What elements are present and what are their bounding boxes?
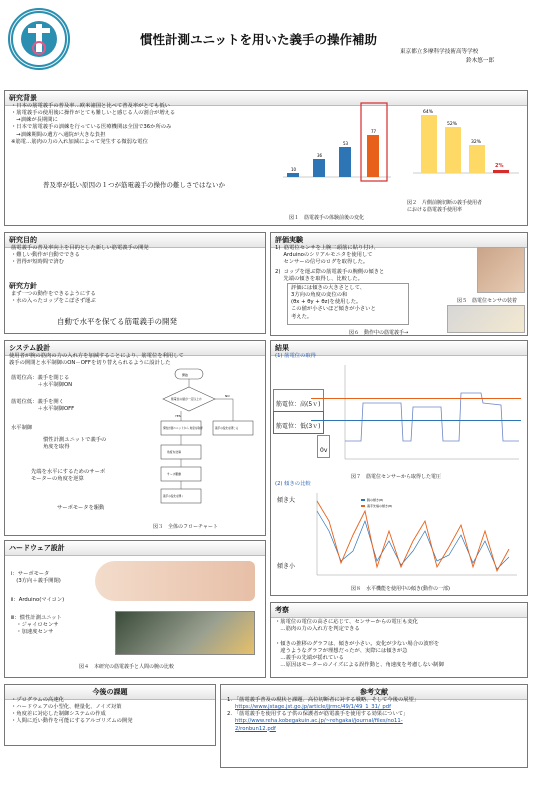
fig1-bar xyxy=(287,173,299,177)
hardware-item: ⅱ：Arduino(マイコン) xyxy=(11,597,65,603)
fig1-data-label: 77 xyxy=(371,129,377,134)
formula-line: この値が小さいほど傾きが小さいと xyxy=(291,306,376,313)
fig2-bar xyxy=(445,127,461,173)
fig8-arm-line xyxy=(317,511,509,569)
fig2-bar xyxy=(469,145,485,173)
fig2-caption: 図２ 片側前腕切断の義手使用者 における筋電義手使用率 xyxy=(407,200,483,213)
system-line: 先端を水平にするためのサーボ モーターの角度を逆算 xyxy=(31,469,106,483)
fig1-caption: 図１ 筋電義手の体験前後の変化 xyxy=(289,215,365,221)
result-sub2: (2) 傾きの比較 xyxy=(275,481,311,487)
system-line: 慣性計測ユニットで義手の 角度を取得 xyxy=(43,437,107,451)
policy-line: ・水の入ったコップをこぼさず運ぶ xyxy=(11,298,96,305)
future-panel xyxy=(4,684,216,746)
result-sub1: (1) 筋電位の取得 xyxy=(275,353,316,359)
purpose-line: ・習得が短時間で済む xyxy=(11,259,64,266)
formula-box xyxy=(287,283,409,325)
flow-label: 慣性計測ユニットから 角度を取得 xyxy=(163,427,203,430)
school-emblem-icon xyxy=(10,10,68,68)
fig2-bar xyxy=(421,115,437,173)
background-title: 研究背景 xyxy=(5,91,527,106)
fig1-bar xyxy=(313,159,325,177)
future-item: ・角度差に対応した制御システムの作成 xyxy=(11,711,106,718)
formula-line: 評価には傾きの大きさとして、 xyxy=(291,285,366,291)
discussion-item: ・傾きの推移のグラフは、傾きが小さい。変化が少ない場合の波形を 違うようなグラフが理想だったが、実際には傾きが急 …義手の先端が揺れている …原因はモーターのノイズによる誤作動と、角速度を考慮しない制御 xyxy=(275,641,444,669)
fig5-caption: 図５ 筋電位センサの装着 xyxy=(457,298,518,304)
fig8-tilt-chart xyxy=(311,491,521,583)
author-name: 鈴木悠一郎 xyxy=(466,58,494,64)
fig8-legend: 腕の傾き(θ) xyxy=(367,498,384,502)
school-name: 東京都立多摩科学技術高等学校 xyxy=(400,49,479,55)
future-item: ・プログラムの高速化 xyxy=(11,697,64,703)
flow-label: 開始 xyxy=(182,373,189,377)
system-line: 筋電位低：義手を開く xyxy=(11,399,64,405)
fig8-legend: 義手先端の傾き(θ) xyxy=(367,504,393,508)
purpose-line: ・難しい動作が自動でできる xyxy=(11,252,80,259)
tilt-small-label: 傾き小 xyxy=(277,563,296,570)
system-line: 筋電位高：義手を閉じる xyxy=(11,375,70,381)
fig2-bar-chart xyxy=(409,95,521,181)
hardware-panel xyxy=(4,540,266,678)
flow-label: 義手の指先を閉じる xyxy=(215,427,239,430)
background-item: ・日本の筋電義手の普及率…欧米諸国と比べて普及率がとても低い xyxy=(11,103,170,109)
purpose-title: 研究目的 xyxy=(5,233,265,248)
purpose-emphasis: 自動で水平を保てる筋電義手の開発 xyxy=(57,317,177,326)
poster-title: 慣性計測ユニットを用いた義手の操作補助 xyxy=(140,32,378,47)
background-panel xyxy=(4,90,528,226)
zero-label: 0v xyxy=(317,435,330,458)
fig2-bar xyxy=(493,170,509,173)
evaluation-title: 評価実験 xyxy=(271,233,527,248)
reference-item: 1. 「筋電義手普及の現状と課題、高位切断者に対する戦略、そして今後の展望」 xyxy=(227,697,420,703)
system-line: 水平制御 xyxy=(11,425,33,431)
system-intro: 使用者が腕の筋肉の力の入れ方を加減することにより、筋電位を利用して 義手の開閉と水平制御のON－OFFを切り替えられるように設計した xyxy=(9,353,184,367)
background-item: ・日本で筋電義手の訓練を行っている医療機関は全国で36か所のみ xyxy=(11,124,172,131)
fig6-caption: 図６ 動作中の筋電義手→ xyxy=(349,330,409,336)
result-title: 結果 xyxy=(271,341,527,356)
fig2-data-label: 2% xyxy=(495,163,504,169)
references-panel xyxy=(220,684,528,768)
background-item: ※筋電…筋肉の力の入れ加減によって発生する微弱な電位 xyxy=(11,138,148,145)
future-title: 今後の課題 xyxy=(5,685,215,700)
fig8-tip-line xyxy=(317,501,509,571)
purpose-line: 筋電義手の普及率向上を目的とした新しい筋電義手の開発 xyxy=(11,245,149,251)
fig2-data-label: 32% xyxy=(471,140,482,145)
fig4-caption: 図４ 本研究の筋電義手と人間の腕の比較 xyxy=(79,664,175,670)
background-conclusion: 普及率が低い原因の１つが筋電義手の操作の難しさではないか xyxy=(43,181,225,189)
background-list xyxy=(11,103,175,146)
evaluation-step: 2) コップを運ぶ際の筋電義手の腕側の傾きと 先端の傾きを取得し、比較した。 xyxy=(275,269,385,283)
background-item: →訓練期間の遺方へ通院が大きな負担 xyxy=(11,131,106,138)
flow-label: 筋電位の値が一定以上か xyxy=(171,397,202,401)
hardware-item: ⅲ：慣性計測ユニット ・ジャイロセンサ ・加速度センサ xyxy=(11,615,62,636)
fig1-bar-chart xyxy=(273,95,393,183)
fig6-photo xyxy=(447,305,525,333)
system-panel xyxy=(4,340,266,536)
fig7-voltage-chart xyxy=(341,363,521,463)
fig1-bar xyxy=(367,135,379,177)
hardware-item: ⅰ：サーボモータ (3方向＋義手開閉) xyxy=(11,571,61,585)
system-line: ＋水平制御OFF xyxy=(11,406,75,413)
references-title: 参考文献 xyxy=(221,685,527,700)
formula-line: 考えた。 xyxy=(291,313,313,320)
flow-label: サーボ駆動 xyxy=(167,472,181,476)
purpose-panel xyxy=(4,232,266,334)
arm-illustration xyxy=(95,561,255,601)
reference-link[interactable]: https://www.jstage.jst.go.jp/article/jjrmc/49/1/49_1_31/_pdf xyxy=(235,704,391,711)
system-title: システム設計 xyxy=(5,341,265,356)
fig1-data-label: 10 xyxy=(291,167,297,172)
discussion-item: ・筋電位の電位の高さに応じて、センサーからの電圧も変化 …筋肉の力の入れ方を判定できる xyxy=(275,619,418,633)
reference-item: 2. 「筋電義手を使用する子供の保護者が筋電義手を使用する効果について」 xyxy=(227,711,409,718)
fig1-bar xyxy=(339,147,351,177)
fig1-data-label: 53 xyxy=(343,141,349,146)
background-item: →訓練が長期間に xyxy=(11,117,58,124)
formula-line: 3方向の角度の変位の和 xyxy=(291,292,348,299)
prosthetic-photo xyxy=(115,611,255,655)
evaluation-step: 1) 筋電位センサを上腕二頭筋に貼り付け、 Arduinoのシリアルモニタを使用して センサーの信号のログを取得した。 xyxy=(275,245,379,266)
fig3-caption: 図３ 全体のフローチャート xyxy=(153,524,218,530)
background-item: ・筋電義手の使用後に操作がとても難しいと感じる人の割合が増える xyxy=(11,110,176,117)
fig8-caption: 図８ 水平機能を使用中の傾き(動作の一部) xyxy=(351,586,450,592)
fig7-voltage-line xyxy=(345,393,519,441)
system-line: サーボモータを駆動 xyxy=(57,505,105,511)
hardware-title: ハードウェア設計 xyxy=(5,541,265,556)
tilt-big-label: 傾き大 xyxy=(277,497,296,504)
future-item: ・人間に近い動作を可能にするアルゴリズムの開発 xyxy=(11,718,133,725)
reference-link[interactable]: http://www.reha.kobegakuin.ac.jp/~rehgakai/journal/files/no11- xyxy=(235,718,403,725)
evaluation-panel xyxy=(270,232,528,336)
result-panel xyxy=(270,340,528,596)
low-label: 筋電位：低(3ｖ) xyxy=(273,411,324,434)
discussion-title: 考察 xyxy=(271,603,527,618)
fig2-data-label: 64% xyxy=(423,110,434,115)
logo xyxy=(8,8,70,70)
fig5-photo xyxy=(477,247,525,293)
future-item: ・ハードウェアの小型化、軽量化、ノイズ対策 xyxy=(11,704,122,711)
discussion-panel xyxy=(270,602,528,678)
flow-label: NO xyxy=(225,394,230,398)
high-label: 筋電位：高(5ｖ) xyxy=(273,389,324,412)
fig7-caption: 図７ 筋電位センサーから取得した電圧 xyxy=(351,474,442,480)
system-line: ＋水平制御ON xyxy=(11,382,73,389)
flow-label: YES xyxy=(175,414,181,418)
policy-title: 研究方針 xyxy=(9,282,37,290)
flow-label: 角度を逆算 xyxy=(167,450,181,454)
fig1-data-label: 36 xyxy=(317,153,323,158)
fig2-data-label: 52% xyxy=(447,122,458,127)
policy-line: まず一つの動作をできるようにする xyxy=(11,291,96,297)
flowchart xyxy=(131,367,263,517)
reference-link[interactable]: 2/ronbun12.pdf xyxy=(235,725,276,732)
flow-label: 義手の指先を開く xyxy=(163,495,184,498)
formula-line: (θx + θy + θz)を使用した。 xyxy=(291,299,362,306)
